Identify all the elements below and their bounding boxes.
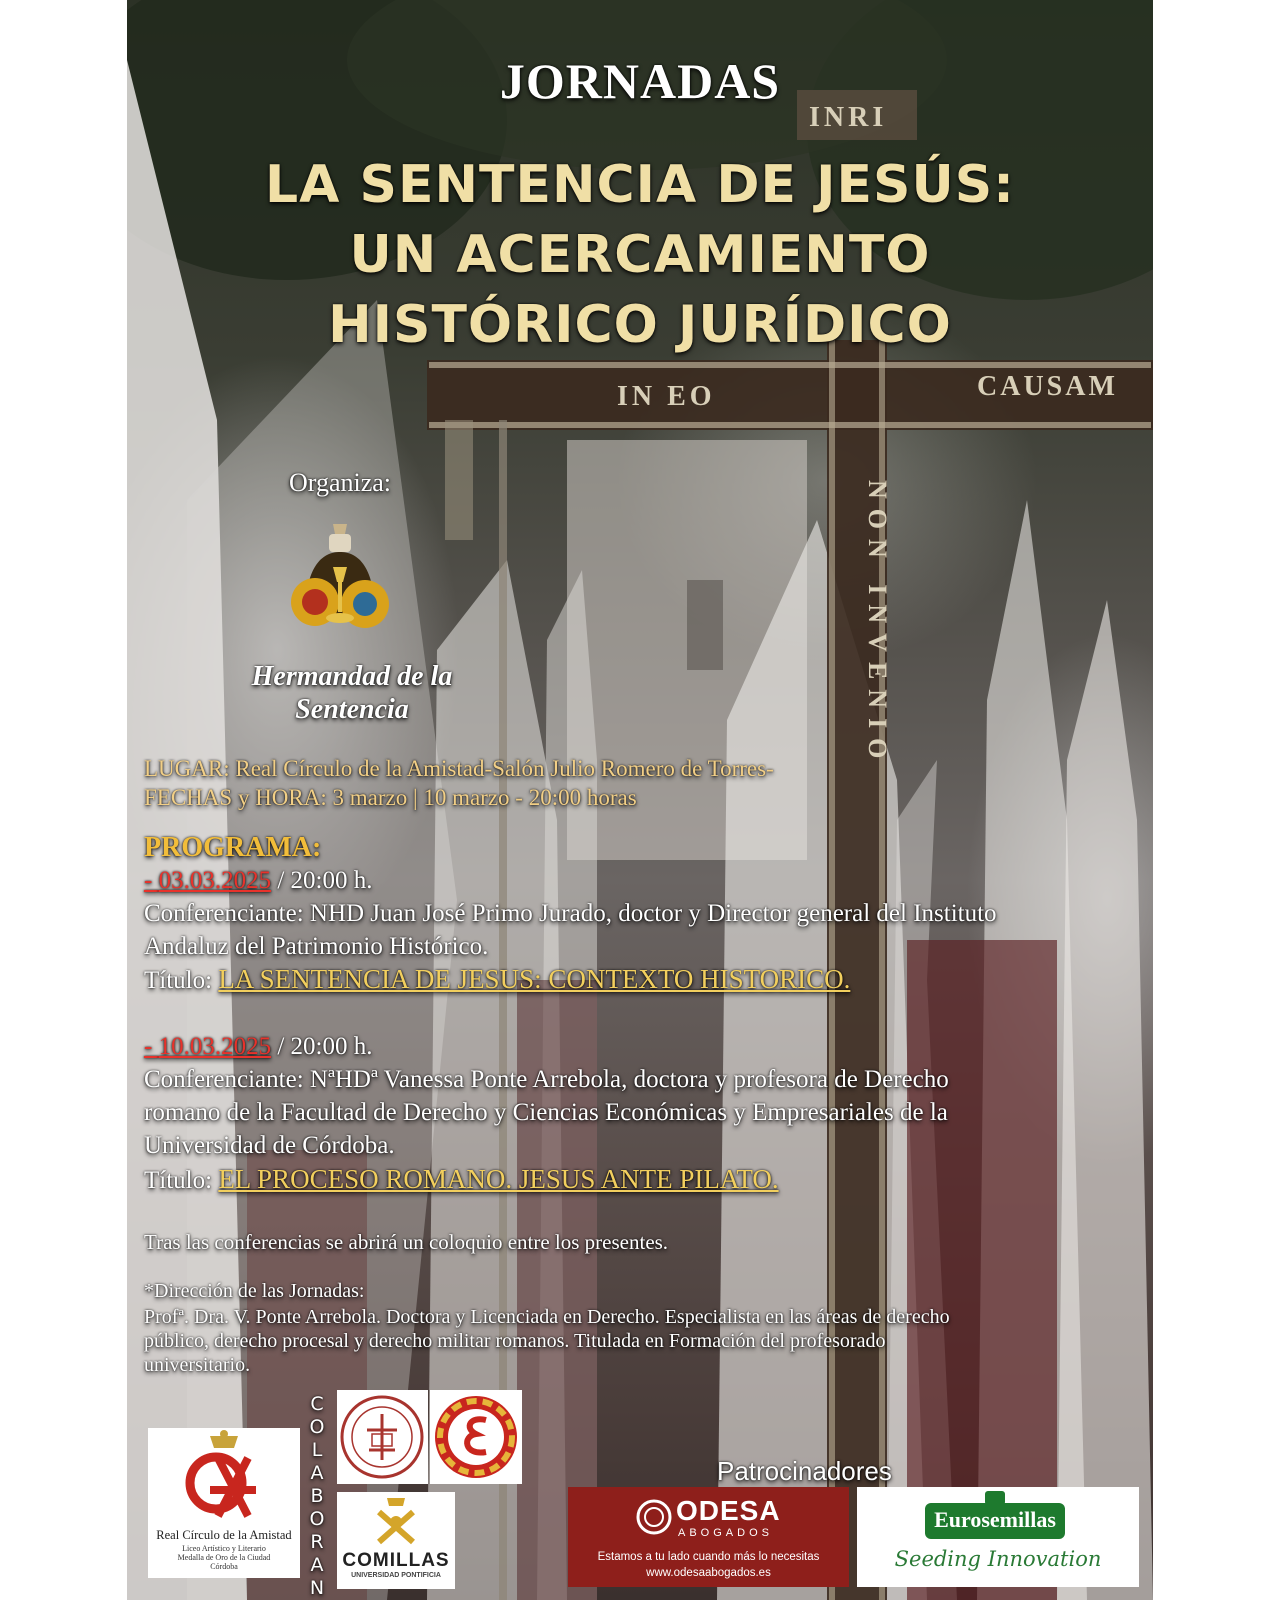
session-2-datetime [144,1030,1134,1063]
colaboran-letter-1: C [310,1393,324,1415]
odesa-web: www.odesaabogados.es [646,1567,771,1579]
rca-subtitle [148,1544,300,1571]
event-title-line-1: LA SENTENCIA DE JESÚS: [265,155,1015,215]
session-2-speaker-line-1: Conferenciante: NªHDª Vanessa Ponte Arrebola, doctora y profesora de Derecho [144,1066,949,1093]
comillas-name: COMILLAS [342,1550,450,1571]
hermandad-name-line-1: Hermandad de la [251,661,453,692]
event-title [127,150,1153,360]
direccion-text [144,1305,1104,1377]
direccion-line-3: universitario. [144,1354,251,1376]
cross-inscription-vertical: NON INVENIO [863,480,892,769]
session-2-speaker [144,1063,1134,1162]
cross-inscription-plaque: INRI [809,102,888,133]
odesa-slogan: Estamos a tu lado cuando más lo necesitas [597,1551,820,1563]
session-2-speaker-line-3: Universidad de Córdoba. [144,1132,395,1159]
odesa-circle-icon [634,1497,674,1537]
colaboran-letter-7: R [310,1531,324,1553]
session-2-title-label: Título: [144,1167,213,1194]
eurosemillas-slogan: Seeding Innovation [894,1547,1102,1571]
colaboran-letter-4: A [310,1462,324,1484]
comillas-keys-icon [337,1492,455,1548]
hermandad-crest-icon [285,522,395,647]
session-1-speaker-line-1: Conferenciante: NHD Juan José Primo Jurado, doctor y Director general del Instituto [144,900,997,927]
comillas-logo [337,1492,455,1589]
event-title-line-2: UN ACERCAMIENTO [349,225,931,285]
rca-logo [148,1428,300,1578]
university-seal-logo [337,1390,428,1484]
rca-crest-icon [148,1428,300,1528]
colaboran-label [307,1393,327,1600]
session-1-time: / 20:00 h. [277,867,373,894]
direccion-line-2: público, derecho procesal y derecho militar romanos. Titulada en Formación del profesorado [144,1330,886,1352]
colaboran-letter-3: L [311,1439,323,1461]
cross-inscription-right: CAUSAM [977,371,1118,402]
rca-line-2: Medalla de Oro de la Ciudad [177,1553,271,1562]
session-1-title: LA SENTENCIA DE JESUS: CONTEXTO HISTORICO. [218,964,851,994]
rca-name: Real Círculo de la Amistad [156,1528,292,1542]
university-seal-icon [337,1390,428,1484]
lugar-text: LUGAR: Real Círculo de la Amistad-Salón Julio Romero de Torres- [144,756,774,781]
session-2-speaker-line-2: romano de la Facultad de Derecho y Ciencias Económicas y Empresariales de la [144,1099,948,1126]
coloquio-text: Tras las conferencias se abrirá un coloquio entre los presentes. [144,1230,669,1254]
odesa-logo [568,1487,849,1587]
session-1-datetime [144,864,1134,897]
organiza-label: Organiza: [289,468,392,497]
cross-inscription-left: IN EO [617,381,716,412]
eurosemillas-logo [857,1487,1139,1587]
session-2-title-row [144,1163,1134,1197]
session-2-time: / 20:00 h. [277,1033,373,1060]
session-1-speaker [144,897,1134,963]
session-1-date: - 03.03.2025 [144,867,272,894]
rca-line-1: Liceo Artístico y Literario [182,1544,266,1553]
session-1-title-row [144,963,1134,997]
heading-jornadas: JORNADAS [499,53,781,109]
session-1-title-label: Título: [144,967,213,994]
session-2-title: EL PROCESO ROMANO. JESUS ANTE PILATO. [218,1164,779,1194]
eurosemillas-name: Eurosemillas [934,1507,1056,1532]
colaboran-letter-9: N [309,1577,325,1599]
odesa-name: ODESA [676,1495,781,1526]
poster [127,0,1153,1600]
odesa-sub: ABOGADOS [678,1527,773,1539]
colaboran-letter-8: A [310,1554,324,1576]
direccion-title: *Dirección de las Jornadas: [144,1280,365,1302]
hermandad-name-line-2: Sentencia [295,694,409,725]
programa-label: PROGRAMA: [144,832,322,863]
faculty-seal-logo [430,1390,522,1484]
session-1-speaker-line-2: Andaluz del Patrimonio Histórico. [144,933,489,960]
fechas-text: FECHAS y HORA: 3 marzo | 10 marzo - 20:00 horas [144,785,637,810]
patrocinadores-label: Patrocinadores [717,1456,892,1486]
comillas-sub: UNIVERSIDAD PONTIFICIA [351,1572,441,1579]
event-title-line-3: HISTÓRICO JURÍDICO [328,295,952,355]
hermandad-name [207,660,497,726]
faculty-seal-icon [430,1390,522,1484]
colaboran-letter-2: O [309,1416,325,1438]
direccion-line-1: Profª. Dra. V. Ponte Arrebola. Doctora y Licenciada en Derecho. Especialista en las áreas de derecho [144,1306,950,1328]
colaboran-letter-5: B [310,1485,324,1507]
session-2-date: - 10.03.2025 [144,1033,272,1060]
colaboran-letter-6: O [309,1508,325,1530]
rca-line-3: Córdoba [210,1562,238,1571]
